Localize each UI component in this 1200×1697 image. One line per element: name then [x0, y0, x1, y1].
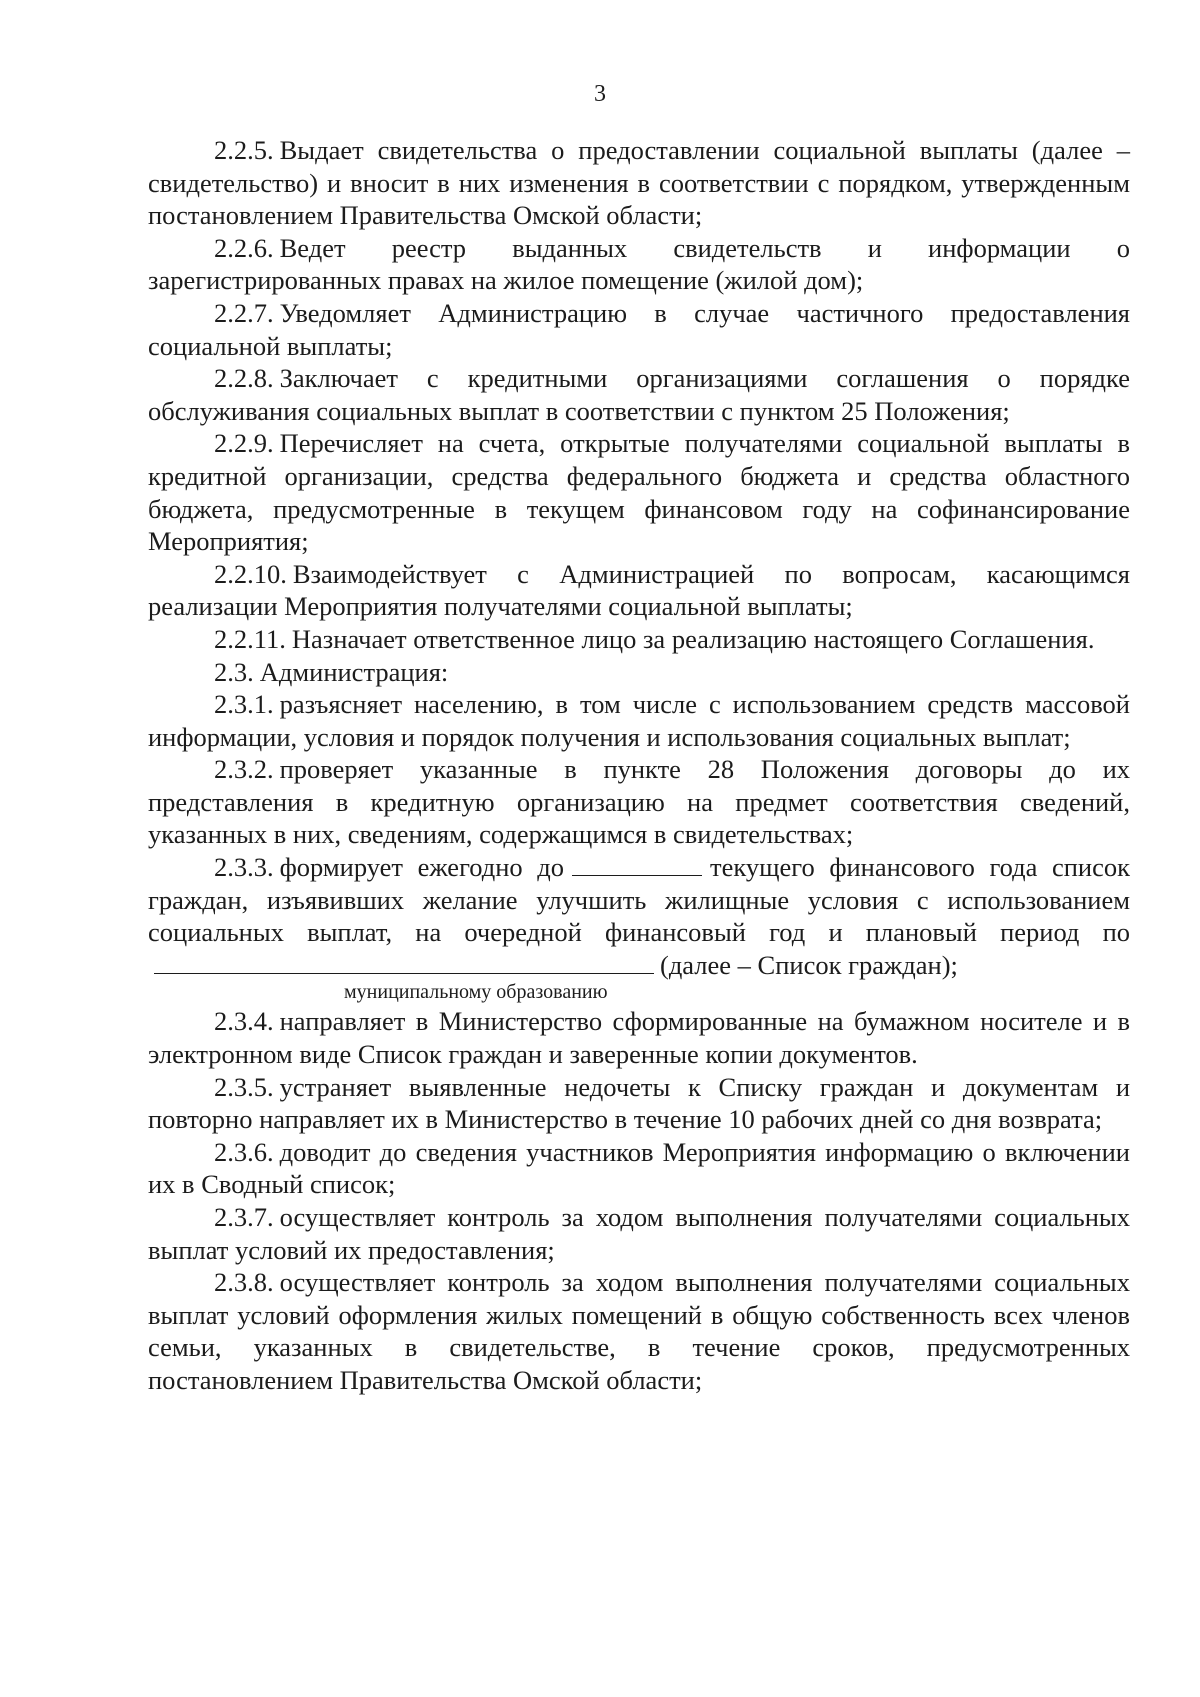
clause-2-2-6	[148, 232, 1130, 297]
clause-number: 2.2.6.	[214, 232, 274, 263]
clause-number: 2.3.2.	[214, 754, 274, 785]
clause-text: осуществляет контроль за ходом выполнения получателями социальных выплат условий их предоставления;	[148, 1202, 1130, 1265]
clause-2-3-1	[148, 688, 1130, 753]
clause-text: Администрация:	[259, 656, 449, 687]
clause-2-3-7	[148, 1201, 1130, 1266]
clause-2-3-3	[148, 851, 1130, 981]
clause-text: осуществляет контроль за ходом выполнения получателями социальных выплат условий оформления жилых помещений в общую собственность всех членов семьи, указанных в свидетельстве, в течение сроков, предусмотренных постановлением Правительства Омской области;	[148, 1267, 1130, 1395]
clause-text-start: формирует ежегодно до	[279, 852, 565, 883]
clause-text-middle: текущего финансового года список граждан, изъявивших желание улучшить жилищные условия с использованием социальных выплат, на очередной финансовый год и плановый	[148, 852, 1130, 948]
clause-2-2-10	[148, 558, 1130, 623]
clause-2-2-11	[148, 623, 1130, 656]
clause-text: проверяет указанные в пункте 28 Положения договоры до их представления в кредитную организацию на предмет соответствия сведений, указанных в них, сведениям, содержащимся в свидетельствах;	[148, 754, 1130, 850]
clause-number: 2.2.11.	[214, 623, 286, 654]
blank-field-caption: муниципальному образованию	[344, 981, 608, 1004]
clause-2-2-9	[148, 427, 1130, 557]
clause-number: 2.2.10.	[214, 558, 287, 589]
clause-2-3-5	[148, 1071, 1130, 1136]
clause-2-3-6	[148, 1136, 1130, 1201]
clause-number: 2.2.7.	[214, 297, 274, 328]
clause-number: 2.3.4.	[214, 1006, 274, 1037]
clause-number: 2.3.5.	[214, 1071, 274, 1102]
clause-number: 2.3.1.	[214, 689, 274, 720]
clause-2-3-8	[148, 1266, 1130, 1396]
clause-number: 2.3.7.	[214, 1202, 274, 1232]
clause-text: Выдает свидетельства о предоставлении социальной выплаты (далее – свидетельство) и вносит в них изменения в соответствии с порядком, утвержденным постановлением Правительства Омской области;	[148, 135, 1130, 231]
clause-2-3-4	[148, 1005, 1130, 1070]
clause-text: разъясняет населению, в том числе с использованием средств массовой информации, условия и порядок получения и использования социальных выплат;	[148, 689, 1130, 752]
clause-text: Заключает с кредитными организациями соглашения о порядке обслуживания социальных выплат в соответствии с пунктом 25 Положения;	[148, 363, 1130, 426]
clause-text: направляет в Министерство сформированные на бумажном носителе и в электронном виде Список граждан и заверенные копии документов.	[148, 1006, 1130, 1070]
clause-2-2-5	[148, 134, 1130, 232]
clause-text: Взаимодействует с Администрацией по вопросам, касающимся реализации Мероприятия получателями социальной выплаты;	[148, 558, 1130, 622]
clause-number: 2.3.3.	[214, 852, 274, 883]
document-body	[148, 134, 1130, 1397]
period-label: период по	[1000, 917, 1131, 948]
page-number: 3	[594, 81, 606, 107]
clause-number: 2.2.8.	[214, 363, 274, 394]
clause-2-3	[148, 656, 1130, 689]
clause-text: устраняет выявленные недочеты к Списку граждан и документам и повторно направляет их в Министерство в течение 10 рабочих дней со дня возврата;	[148, 1071, 1130, 1135]
clause-number: 2.2.9.	[214, 428, 274, 459]
municipality-blank-field	[154, 949, 654, 974]
date-blank-field	[572, 851, 702, 876]
clause-text: Уведомляет Администрацию в случае частичного предоставления социальной выплаты;	[148, 297, 1130, 361]
clause-text: доводит до сведения участников Мероприятия информацию о включении их в Сводный список;	[148, 1136, 1130, 1200]
clause-2-2-8	[148, 362, 1130, 427]
clause-number: 2.3.6.	[214, 1136, 274, 1167]
clause-text: Назначает ответственное лицо за реализацию настоящего Соглашения.	[291, 623, 1095, 654]
clause-number: 2.3.8.	[214, 1267, 274, 1298]
clause-2-3-2	[148, 753, 1130, 851]
clause-text-end: (далее – Список граждан);	[660, 949, 958, 980]
clause-number: 2.2.5.	[214, 135, 274, 165]
clause-text: Ведет реестр выданных свидетельств и информации о зарегистрированных правах на жилое помещение (жилой дом);	[148, 232, 1130, 296]
clause-2-2-7	[148, 297, 1130, 362]
clause-number: 2.3.	[214, 656, 254, 687]
clause-text: Перечисляет на счета, открытые получателями социальной выплаты в кредитной организации, средства федерального бюджета и средства областного бюджета, предусмотренные в текущем финансовом году на софинансирование Мероприятия;	[148, 428, 1130, 557]
